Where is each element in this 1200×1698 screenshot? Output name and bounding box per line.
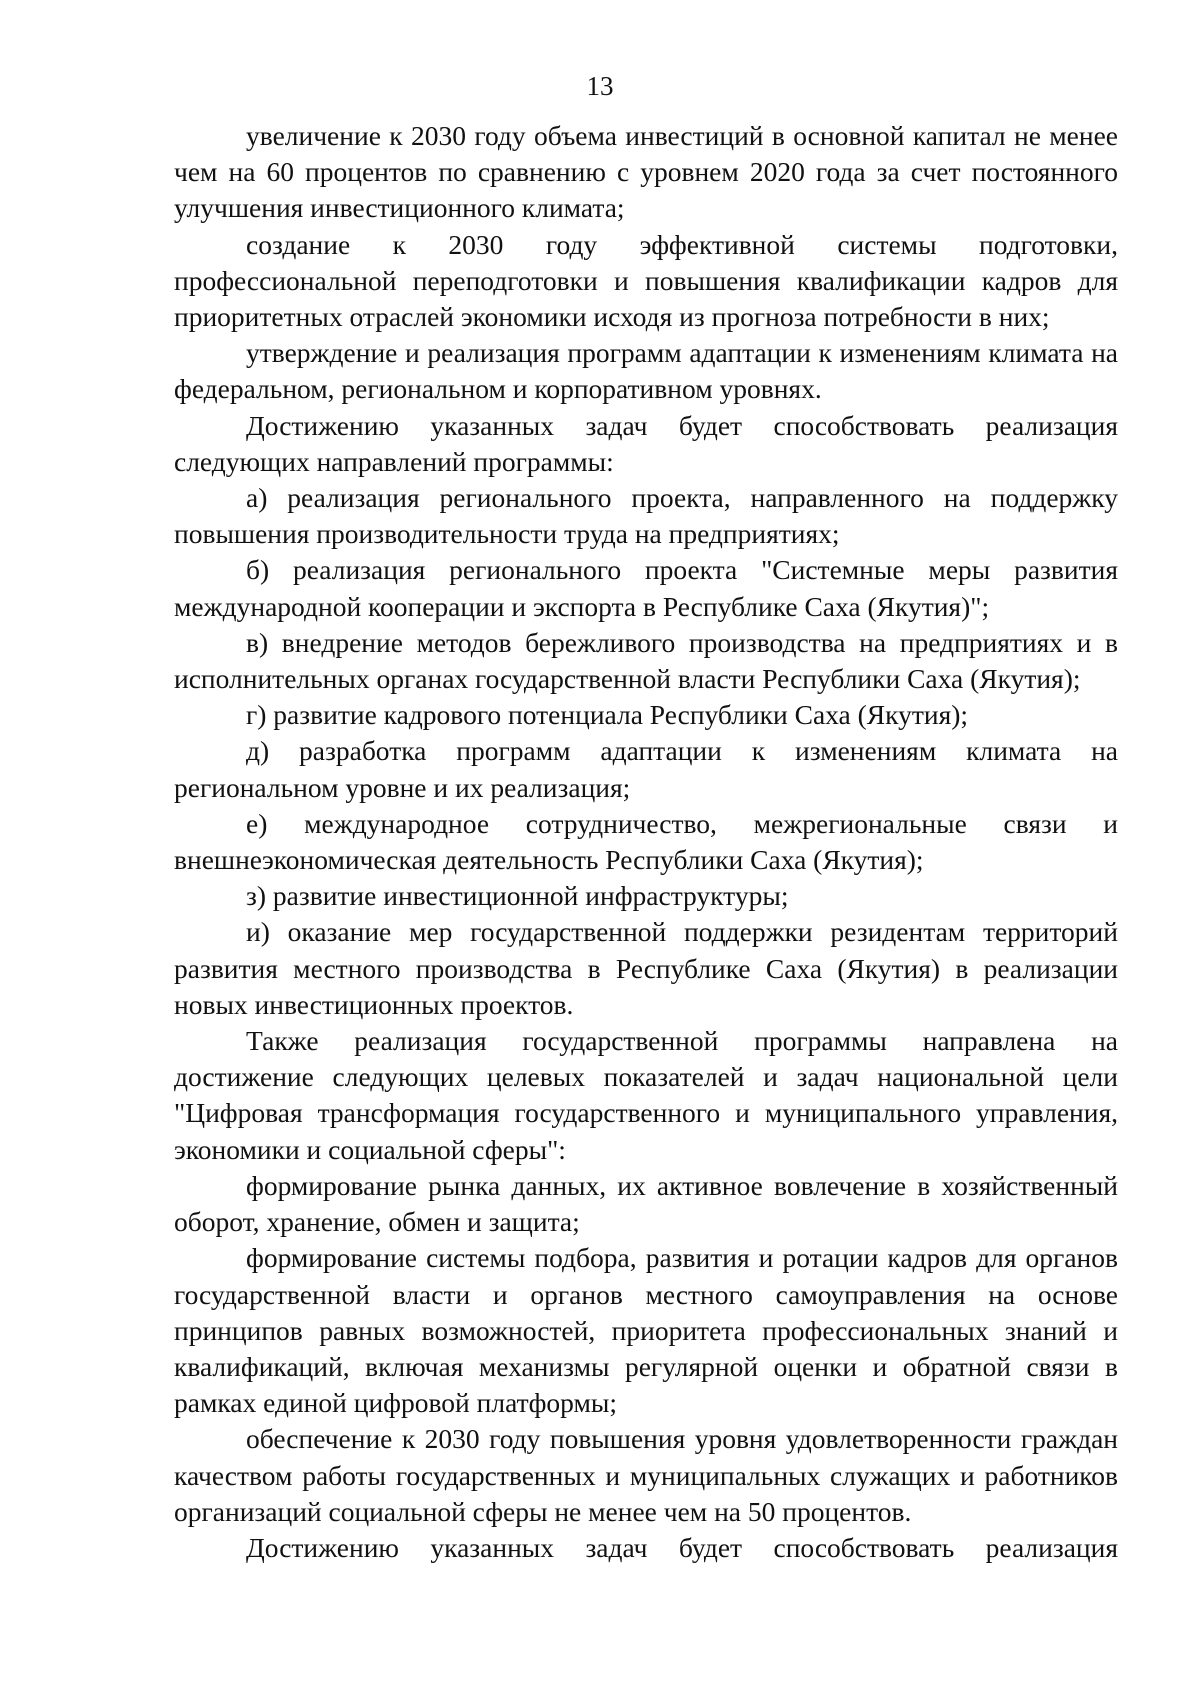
paragraph: Достижению указанных задач будет способствовать реализация [246,1531,1118,1563]
paragraph: обеспечение к 2030 году повышения уровня удовлетворенности граждан качеством работы государственных и муниципальных служащих и работников организаций социальной сферы не менее чем на 50 процентов. [174,1423,1118,1527]
list-item: е) международное сотрудничество, межрегиональные связи и внешнеэкономическая деятельность Республики Саха (Якутия); [174,807,1118,876]
paragraph: формирование рынка данных, их активное вовлечение в хозяйственный оборот, хранение, обмен и защита; [174,1169,1118,1238]
list-item: з) развитие инвестиционной инфраструктуры; [246,880,789,912]
list-item: в) внедрение методов бережливого производства на предприятиях и в исполнительных органах государственной власти Республики Саха (Якутия); [174,626,1118,695]
paragraph: создание к 2030 году эффективной системы подготовки, профессиональной переподготовки и повышения квалификации кадров для приоритетных отраслей экономики исходя из прогноза потребности в них; [174,228,1118,333]
paragraph: Достижению указанных задач будет способствовать реализация следующих направлений программы: [174,409,1118,477]
document-body [174,118,1118,1566]
list-item: и) оказание мер государственной поддержки резидентам территорий развития местного производства в Республике Саха (Якутия) в реализации новых инвестиционных проектов. [174,916,1118,1020]
paragraph: утверждение и реализация программ адаптации к изменениям климата на федеральном, региональном и корпоративном уровнях. [174,337,1118,405]
list-item: г) развитие кадрового потенциала Республики Саха (Якутия); [246,699,969,731]
list-item: д) разработка программ адаптации к изменениям климата на региональном уровне и их реализация; [174,735,1118,803]
paragraph: Также реализация государственной программы направлена на достижение следующих целевых показателей и задач национальной цели "Цифровая трансформация государственного и муниципального управления, экономики и социальной сферы": [174,1025,1118,1165]
paragraph: формирование системы подбора, развития и ротации кадров для органов государственной власти и органов местного самоуправления на основе принципов равных возможностей, приоритета профессиональных знаний и квалификаций, включая механизмы регулярной оценки и обратной связи в рамках единой цифровой платформы; [174,1242,1118,1419]
page-number: 13 [586,71,614,101]
list-item: а) реализация регионального проекта, направленного на поддержку повышения производительности труда на предприятиях; [174,482,1118,550]
list-item: б) реализация регионального проекта "Системные меры развития международной кооперации и экспорта в Республике Саха (Якутия)"; [174,554,1118,622]
paragraph: увеличение к 2030 году объема инвестиций в основной капитал не менее чем на 60 процентов по сравнению с уровнем 2020 года за счет постоянного улучшения инвестиционного климата; [174,120,1118,224]
